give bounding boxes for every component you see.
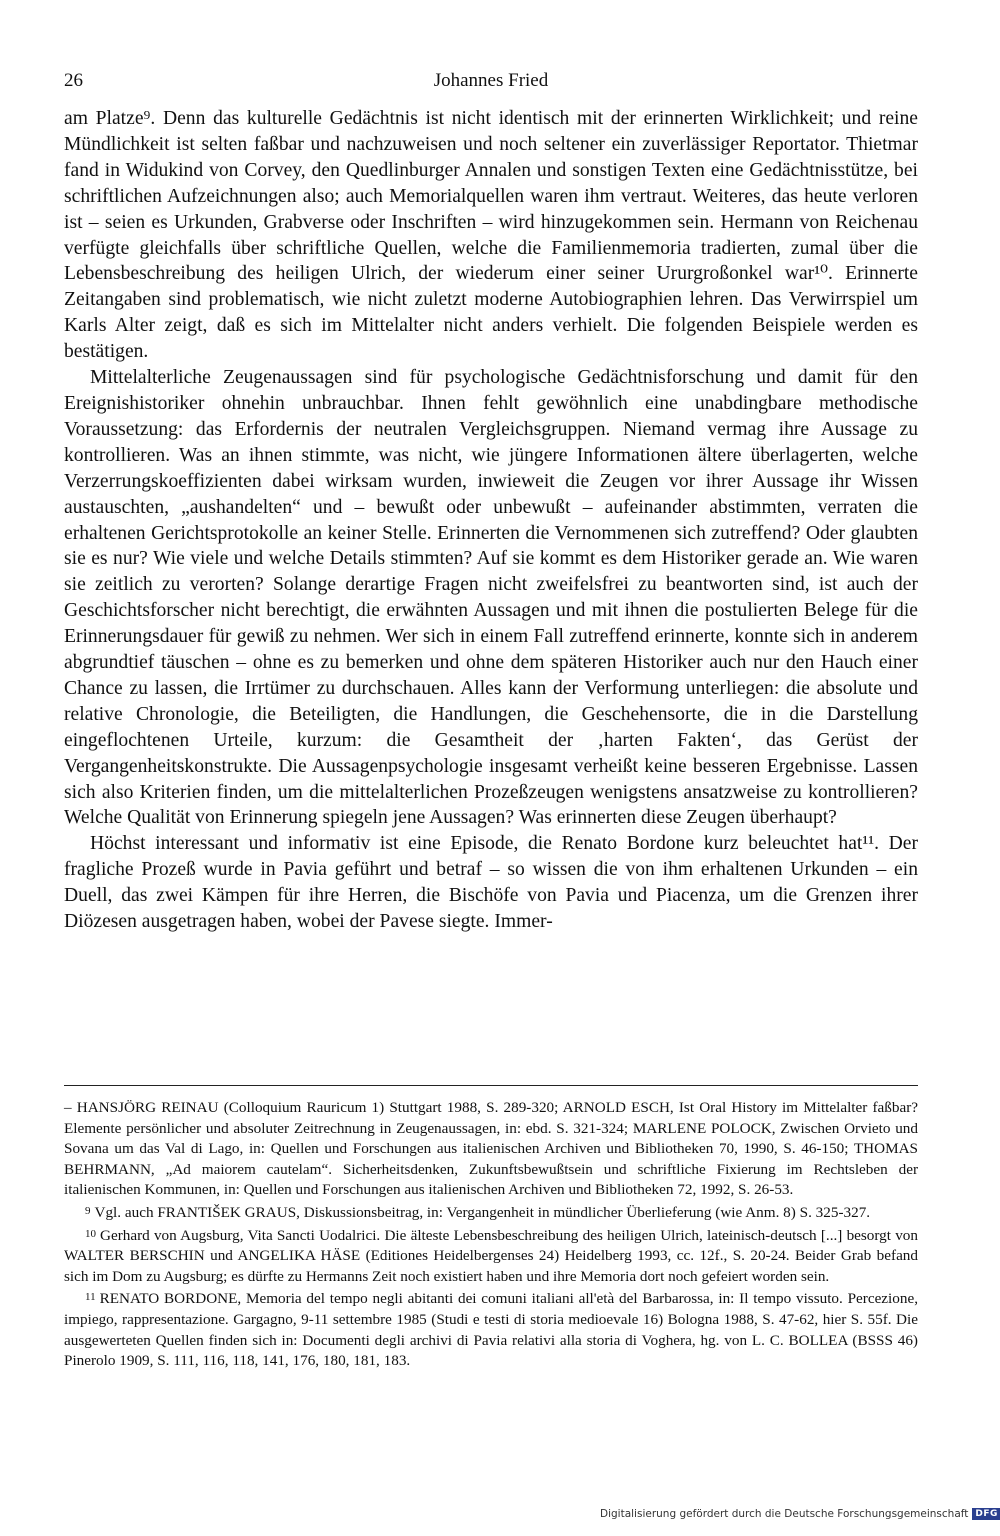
footnote-text: Vgl. auch FRANTIŠEK GRAUS, Diskussionsbeitrag, in: Vergangenheit in mündlicher Überlieferung (wie Anm. 8) S. 325-327. <box>94 1203 871 1221</box>
dfg-logo-icon: DFG <box>972 1508 1000 1520</box>
footnote-separator <box>64 1085 918 1086</box>
paragraph: am Platze⁹. Denn das kulturelle Gedächtnis ist nicht identisch mit der erinnerten Wirklichkeit; und reine Mündlichkeit ist selten faßbar und nachzuweisen und noch seltener ein zuverlässiger Reportator. Thietmar fand in Widukind von Corvey, den Quedlinburger Annalen und sonstigen Texten eine Gedächtnisstütze, bei schriftlichen Aufzeichnungen also; auch Memorialquellen waren ihm vertraut. Weiteres, das heute verloren ist – seien es Urkunden, Grabverse oder Inschriften – wird hinzugekommen sein. Hermann von Reichenau verfügte gleichfalls über schriftliche Quellen, welche die Familienmemoria tradierten, zumal über die Lebensbeschreibung des heiligen Ulrich, der wiederum einer seiner Ururgroßonkel war¹⁰. Erinnerte Zeitangaben sind problematisch, wie nicht zuletzt moderne Autobiographien lehren. Das Verwirrspiel um Karls Alter zeigt, daß es sich im Mittelalter nicht anders verhielt. Die folgenden Beispiele werden es bestätigen. <box>64 108 918 363</box>
body-text <box>64 106 918 935</box>
paragraph: Mittelalterliche Zeugenaussagen sind für psychologische Gedächtnisforschung und damit für den Ereignishistoriker ohnehin unbrauchbar. Ihnen fehlt gewöhnlich eine unabdingbare methodische Voraussetzung: das Erfordernis der neutralen Vergleichsgruppen. Niemand vermag ihre Aussage zu kontrollieren. Was an ihnen stimmte, was nicht, wie jüngere Informationen ältere überlagerten, welche Verzerrungskoeffizienten dabei wirksam wurden, inwieweit die Zeugen vor ihrer Aussage ihr Wissen austauschten, „aushandelten“ und – bewußt oder unbewußt – aufeinander abstimmten, verraten die erhaltenen Gerichtsprotokolle an keiner Stelle. Erinnerten die Vernommenen sich zutreffend? Oder glaubten sie es nur? Wie viele und welche Details stimmten? Auf sie kommt es dem Historiker gerade an. Wie waren sie zeitlich zu verorten? Solange derartige Fragen nicht zweifelsfrei zu beantworten sind, ist auch der Geschichtsforscher nicht berechtigt, die erwähnten Aussagen und mit ihnen die postulierten Belege für die Erinnerungsdauer für gewiß zu nehmen. Wer sich in einem Fall zutreffend erinnerte, konnte sich in anderem abgrundtief täuschen – ohne es zu bemerken und ohne dem späteren Historiker auch nur den Hauch einer Chance zu lassen, die Irrtümer zu durchschauen. Alles kann der Verformung unterliegen: die absolute und relative Chronologie, die Beteiligten, die Handlungen, die Geschehensorte, die in die Darstellung eingeflochtenen Urteile, kurzum: die Gesamtheit der ‚harten Fakten‘, das Gerüst der Vergangenheitskonstrukte. Die Aussagenpsychologie insgesamt verheißt keine besseren Ergebnisse. Lassen sich also Kriterien finden, um die mittelalterlichen Prozeßzeugen wenigstens ansatzweise zu kontrollieren? Welche Qualität von Erinnerung spiegeln jene Aussagen? Was erinnerten diese Zeugen überhaupt? <box>64 367 918 829</box>
funding-note: Digitalisierung gefördert durch die Deutsche Forschungsgemeinschaft <box>600 1508 969 1520</box>
footnotes <box>64 1098 918 1372</box>
footnote-number: 9 <box>85 1204 91 1217</box>
footnote-continuation: – HANSJÖRG REINAU (Colloquium Rauricum 1) Stuttgart 1988, S. 289-320; ARNOLD ESCH, Ist Oral History im Mittelalter faßbar? Elemente persönlicher und absoluter Zeitrechnung in Zeugenaussagen, in: ebd. S. 321-324; MARLENE POLOCK, Zwischen Orvieto und Sovana um das Val di Lago, in: Quellen und Forschungen aus italienischen Archiven und Bibliotheken 70, 1990, S. 46-150; THOMAS BEHRMANN, „Ad maiorem cautelam“. Sicherheitsdenken, Zukunftsbewußtsein und schriftliche Fixierung im Rechtsleben der italienischen Kommunen, in: Quellen und Forschungen aus italienischen Archiven und Bibliotheken 72, 1992, S. 26-53. <box>64 1099 918 1199</box>
footnote-text: RENATO BORDONE, Memoria del tempo negli abitanti dei comuni italiani all'età del Barbarossa, in: Il tempo vissuto. Percezione, impiego, rappresentazione. Gargagno, 9-11 settembre 1985 (Studi e testi di storia medioevale 16) Bologna 1988, S. 47-62, hier S. 55f. Die ausgewerteten Quellen finden sich in: Documenti degli archivi di Pavia relativi alla storia di Voghera, hg. von L. C. BOLLEA (BSSS 46) Pinerolo 1909, S. 111, 116, 118, 141, 176, 180, 181, 183. <box>64 1290 918 1370</box>
footnote-number: 11 <box>85 1291 96 1304</box>
footnote-text: Gerhard von Augsburg, Vita Sancti Uodalrici. Die älteste Lebensbeschreibung des heiligen Ulrich, lateinisch-deutsch [...] besorgt von WALTER BERSCHIN und ANGELIKA HÄSE (Editiones Heidelbergenses 24) Heidelberg 1993, cc. 12f., S. 20-24. Beider Grab befand sich im Dom zu Augsburg; es dürfte zu Hermanns Zeit noch existiert haben und ihre Memoria dort noch gefeiert worden sein. <box>64 1226 918 1285</box>
page-header <box>64 70 918 96</box>
funding-footer <box>600 1508 998 1524</box>
footnote-9 <box>64 1201 918 1224</box>
paragraph: Höchst interessant und informativ ist eine Episode, die Renato Bordone kurz beleuchtet hat¹¹. Der fragliche Prozeß wurde in Pavia geführt und betraf – so wissen die von ihm erhaltenen Urkunden – ein Duell, das zwei Kämpen für ihre Herren, die Bischöfe von Pavia und Piacenza, um die Grenzen ihrer Diözesen ausgetragen haben, wobei der Pavese siegte. Immer- <box>64 833 918 933</box>
footnote-number: 10 <box>85 1227 96 1240</box>
running-head: Johannes Fried <box>433 70 549 91</box>
footnote-11 <box>64 1287 918 1371</box>
footnote-10 <box>64 1224 918 1288</box>
page-number: 26 <box>64 70 83 91</box>
